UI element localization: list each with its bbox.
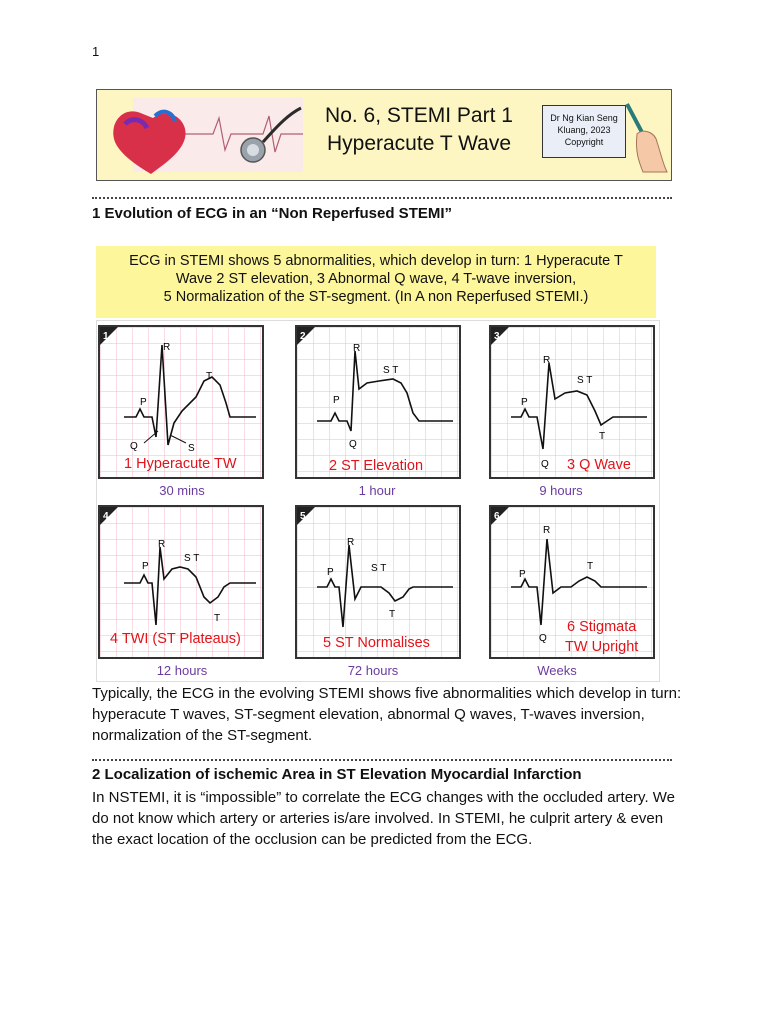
ecg-evolution-figure [96,320,660,682]
svg-text:R: R [543,355,551,366]
banner-title-line2: Hyperacute T Wave [326,132,512,155]
author-notepad [542,105,626,158]
section2-paragraph: In NSTEMI, it is “impossible” to correlate the ECG changes with the occluded artery. We do not know which artery or arteries is/are involved. In STEMI, he culprit artery & even the exact location of the occlusion can be predicted from the ECG. [92,789,676,848]
ecg-panel-4 [98,505,264,659]
svg-text:R: R [347,537,355,548]
ecg-trace-2 [297,327,459,477]
svg-text:P: P [519,569,526,580]
panel-caption: 6 Stigmata TW Upright [565,619,639,655]
svg-text:S T: S T [577,375,593,386]
svg-text:Q: Q [130,441,138,452]
banner-title-line1: No. 6, STEMI Part 1 [325,104,513,127]
svg-text:T: T [599,431,606,442]
section1-paragraph: Typically, the ECG in the evolving STEMI shows five abnormalities which develop in turn: hyperacute T waves, ST-segment elevation, abnormal Q waves, T-waves inversion, normalization of the ST-segment. [92,685,682,744]
svg-text:T: T [587,561,594,572]
panel-number: 1 [103,331,109,342]
time-label: 1 hour [358,483,396,498]
svg-text:S T: S T [184,553,200,564]
ecg-panel-2 [295,325,461,479]
svg-text:R: R [158,539,166,550]
svg-text:R: R [163,342,171,353]
svg-text:T: T [206,371,213,382]
ecg-panel-5 [295,505,461,659]
svg-text:T: T [214,613,221,624]
section2-heading: 2 Localization of ischemic Area in ST Elevation Myocardial Infarction [92,766,582,783]
panel-number: 2 [300,331,306,342]
summary-line2: Wave 2 ST elevation, 3 Abnormal Q wave, 4 T-wave inversion, [175,271,577,287]
ecg-panel-1 [98,325,264,479]
panel-caption: 2 ST Elevation [329,458,424,474]
panel-caption: 4 TWI (ST Plateaus) [110,631,241,647]
summary-box [96,246,656,318]
panel-number: 4 [103,511,109,522]
svg-text:Q: Q [349,439,357,450]
ecg-panel-3 [489,325,655,479]
svg-text:Q: Q [539,633,547,644]
summary-line1: ECG in STEMI shows 5 abnormalities, which develop in turn: 1 Hyperacute T [129,253,623,269]
svg-text:T: T [389,609,396,620]
dotted-divider [92,759,672,761]
svg-text:Q: Q [541,459,549,470]
time-label: 30 mins [159,483,205,498]
svg-text:R: R [353,343,361,354]
ecg-trace-1 [100,327,262,477]
writing-hand-icon [623,98,669,176]
time-label: Weeks [537,663,577,678]
time-label: 9 hours [539,483,583,498]
banner-title [319,102,519,158]
title-banner [96,89,672,181]
author-place-year: Kluang, 2023 [557,125,611,135]
panel-caption: 5 ST Normalises [323,635,430,651]
svg-text:P: P [521,397,528,408]
page-number: 1 [92,44,100,59]
panel-number: 5 [300,511,306,522]
heart-ecg-stethoscope-illustration [103,94,308,176]
svg-text:P: P [327,567,334,578]
svg-text:P: P [140,397,147,408]
ecg-trace-3 [491,327,653,477]
time-label: 12 hours [156,663,208,678]
author-name: Dr Ng Kian Seng [550,113,618,123]
svg-text:S T: S T [383,365,399,376]
svg-text:P: P [142,561,149,572]
svg-text:S: S [188,443,195,454]
panel-number: 6 [494,511,500,522]
section1-heading: 1 Evolution of ECG in an “Non Reperfused STEMI” [92,205,453,222]
panel-caption: 1 Hyperacute TW [124,456,237,472]
svg-text:P: P [333,395,340,406]
copyright-label: Copyright [564,137,604,147]
svg-text:S T: S T [371,563,387,574]
svg-text:R: R [543,525,551,536]
summary-line3: 5 Normalization of the ST-segment. (In A non Reperfused STEMI.) [163,289,589,305]
ecg-panel-6 [489,505,655,659]
dotted-divider [92,197,672,199]
time-label: 72 hours [347,663,399,678]
panel-number: 3 [494,331,500,342]
panel-caption: 3 Q Wave [567,457,631,473]
